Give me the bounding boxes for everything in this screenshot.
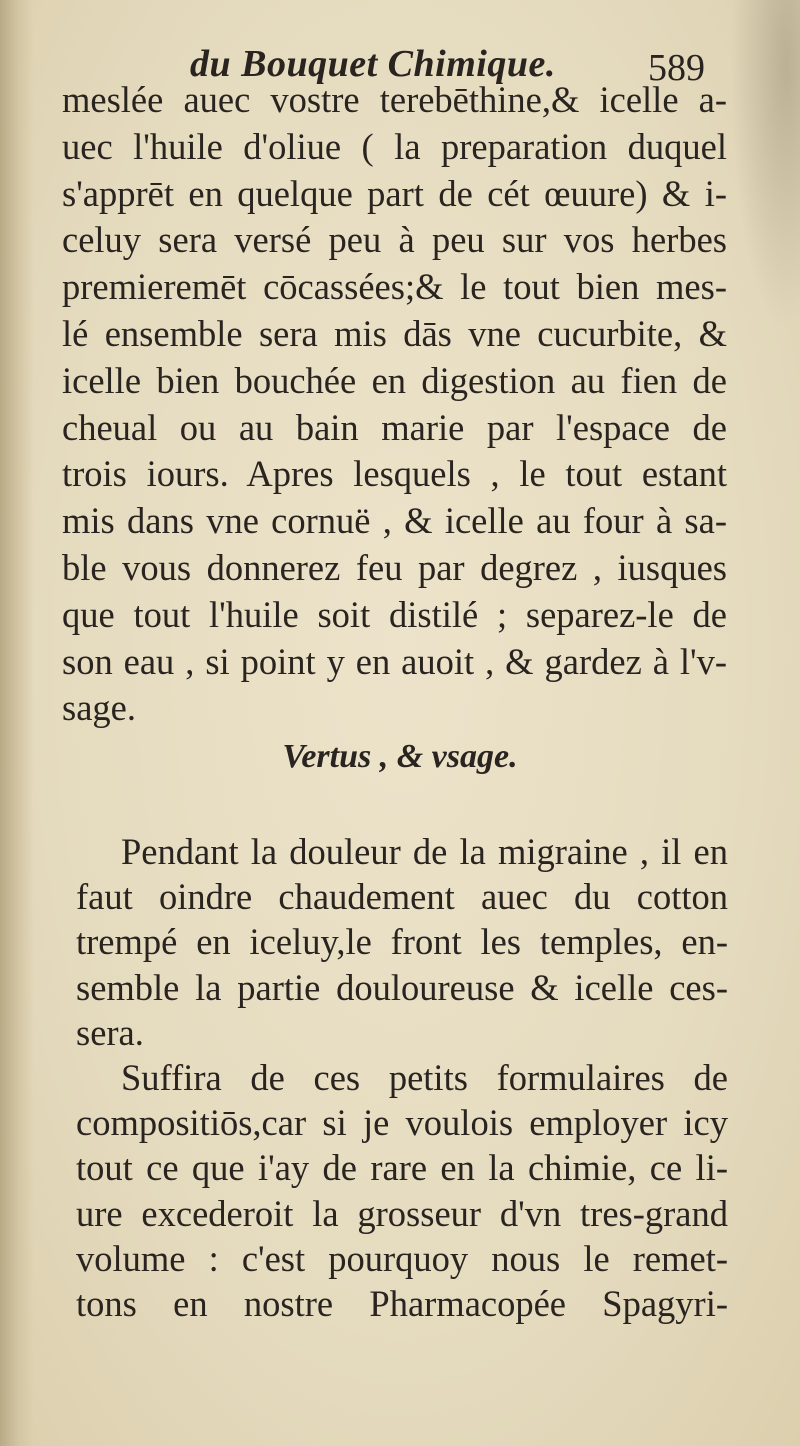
text-line: tout ce que i'ay de rare en la chimie, ce li- [76,1147,728,1189]
text-line: trempé en iceluy,le front les temples, en- [76,921,728,963]
text-line: ure excederoit la grosseur d'vn tres-grand [76,1192,728,1234]
text-line: ble vous donnerez feu par degrez , iusques [62,546,727,588]
text-line: premieremēt cōcassées;& le tout bien mes- [62,266,727,308]
text-line: meslée auec vostre terebēthine,& icelle a- [62,79,727,120]
page-number: 589 [648,47,705,89]
text-line: semble la partie douloureuse & icelle ces- [76,966,728,1008]
text-line: son eau , si point y en auoit , & gardez à l'v- [62,640,727,682]
text-line: uec l'huile d'oliue ( la preparation duquel [62,125,727,167]
text-line: mis dans vne cornuë , & icelle au four à sa- [62,500,727,542]
text-line: compositiōs,car si je voulois employer icy [76,1102,728,1144]
text-line: Suffira de ces petits formulaires de [121,1056,728,1098]
text-line: tons en nostre Pharmacopée Spagyri- [76,1282,728,1324]
text-line: Pendant la douleur de la migraine , il en [121,831,728,872]
text-line: lé ensemble sera mis dās vne cucurbite, & [62,312,727,354]
binding-gutter-shadow [0,0,34,1446]
section-heading: Vertus , & vsage. [282,738,518,775]
text-line: faut oindre chaudement auec du cotton [76,876,728,918]
paragraph-usage-and-closing [76,829,728,1326]
paragraph-preparation [62,77,727,732]
text-line: sera. [76,1011,144,1053]
text-line: trois iours. Apres lesquels , le tout estant [62,453,727,495]
text-line: icelle bien bouchée en digestion au fien de [62,359,727,401]
running-title: du Bouquet Chimique. [190,43,556,85]
text-line: s'apprēt en quelque part de cét œuure) & i- [62,172,727,214]
text-line: que tout l'huile soit distilé ; separez-le de [62,593,727,635]
text-line: cheual ou au bain marie par l'espace de [62,406,727,448]
text-line: sage. [62,687,136,729]
text-line: celuy sera versé peu à peu sur vos herbes [62,219,727,261]
text-line: volume : c'est pourquoy nous le remet- [76,1237,728,1279]
